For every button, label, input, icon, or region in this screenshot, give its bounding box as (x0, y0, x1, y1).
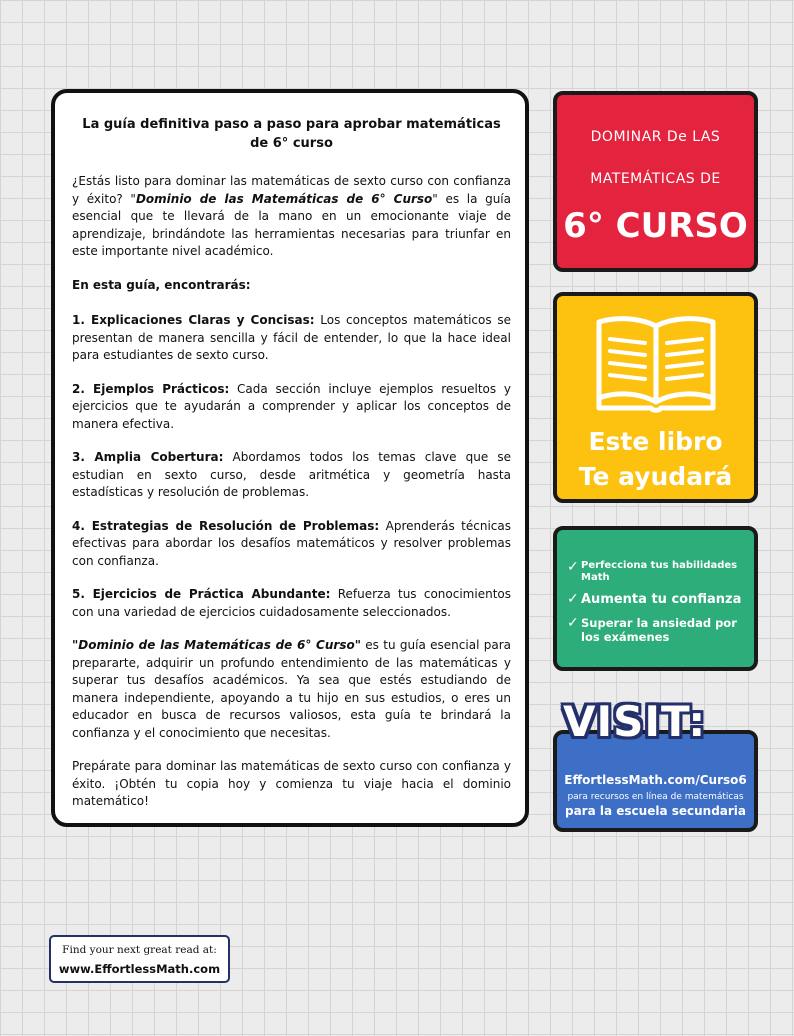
visit-subtitle-1: para recursos en línea de matemáticas (567, 792, 744, 802)
book-card (553, 292, 758, 503)
feature-text: Aprenderás técnicas efectivas para abordar los desafíos matemáticos y resolver problemas con confianza. (72, 518, 511, 568)
benefits-card (553, 526, 758, 671)
guide-title (72, 115, 511, 153)
feature-text: Refuerza tus conocimientos con una variedad de ejercicios cuidadosamente seleccionados. (72, 587, 511, 619)
feature-item-1 (72, 312, 511, 365)
feature-text: Los conceptos matemáticos se presentan de manera sencilla y fácil de entender, lo que la hace ideal para estudiantes de sexto curso. (72, 313, 511, 362)
find-next-read-box (49, 935, 230, 983)
summary-paragraph (72, 637, 511, 742)
checkmark-icon: ✓ (567, 559, 579, 575)
feature-item-4 (72, 518, 511, 571)
guide-title-line1: La guía definitiva paso a paso para aprobar matemáticas (82, 117, 501, 132)
closing-paragraph: Prepárate para dominar las matemáticas de sexto curso con confianza y éxito. ¡Obtén tu copia hoy y comienza tu viaje hacia el dominio matemático! (72, 759, 511, 808)
visit-url-link[interactable]: EffortlessMath.com/Curso6 (564, 773, 747, 787)
checkmark-icon: ✓ (567, 615, 579, 631)
title-card-line1: DOMINAR De LAS (590, 129, 721, 145)
feature-item-5 (72, 586, 511, 621)
benefit-item (567, 616, 744, 644)
feature-text: Cada sección incluye ejemplos resueltos y ejercicios que te ayudarán a comprender y aplicar los conceptos de manera efectiva. (72, 381, 511, 431)
feature-title: 5. Ejercicios de Práctica Abundante: (72, 587, 331, 601)
intro-pre: ¿Estás listo para dominar las matemáticas de sexto curso con confianza y éxito? " (72, 174, 511, 206)
benefit-item (567, 592, 744, 608)
benefit-text: Perfecciona tus habilidades Math (581, 560, 738, 583)
feature-title: 2. Ejemplos Prácticos: (72, 381, 230, 396)
feature-title: 4. Estrategias de Resolución de Problemas: (72, 518, 380, 533)
checkmark-icon: ✓ (567, 591, 579, 607)
book-card-line1: Este libro (588, 427, 723, 456)
open-book-icon (593, 312, 719, 416)
benefit-text: Superar la ansiedad por los exámenes (581, 616, 737, 644)
list-heading: En esta guía, encontrarás: (72, 277, 251, 292)
visit-heading: VISIT: (563, 697, 707, 746)
book-card-line2: Te ayudará (578, 462, 733, 491)
title-card-grade: 6° CURSO (563, 206, 748, 246)
benefit-item (567, 560, 744, 584)
summary-book-title: "Dominio de las Matemáticas de 6° Curso" (72, 638, 361, 652)
title-card (553, 91, 758, 272)
feature-text: Abordamos todos los temas clave que se estudian en sexto curso, desde aritmética y geometría hasta estadísticas y resolución de problemas. (72, 450, 511, 499)
visit-subtitle-2: para la escuela secundaria (564, 804, 747, 818)
description-panel (51, 89, 529, 827)
website-link[interactable]: www.EffortlessMath.com (58, 962, 221, 976)
benefit-text: Aumenta tu confianza (581, 592, 742, 607)
feature-title: 3. Amplia Cobertura: (72, 450, 224, 464)
title-card-line2: MATEMÁTICAS DE (590, 171, 721, 187)
find-next-read-label: Find your next great read at: (62, 944, 217, 956)
guide-title-line2: de 6° curso (250, 136, 333, 151)
intro-post: " es la guía esencial que te llevará de la mano en un emocionante viaje de aprendizaje, brindándote las herramientas necesarias para triunfar en este importante nivel académico. (72, 191, 511, 258)
intro-book-title: Dominio de las Matemáticas de 6° Curso (135, 191, 433, 206)
intro-paragraph (72, 173, 511, 261)
feature-item-3 (72, 449, 511, 502)
feature-title: 1. Explicaciones Claras y Concisas: (72, 313, 315, 327)
summary-text: es tu guía esencial para prepararte, adquirir un profundo entendimiento de las matemáticas y superar tus desafíos académicos. Ya sea que estés estudiando de manera independiente, apoyando a tu hijo en sus estudios, o eres un educador en busca de recursos valiosos, esta guía te brindará la confianza y el conocimiento que necesitas. (72, 638, 512, 740)
feature-item-2 (72, 381, 511, 434)
